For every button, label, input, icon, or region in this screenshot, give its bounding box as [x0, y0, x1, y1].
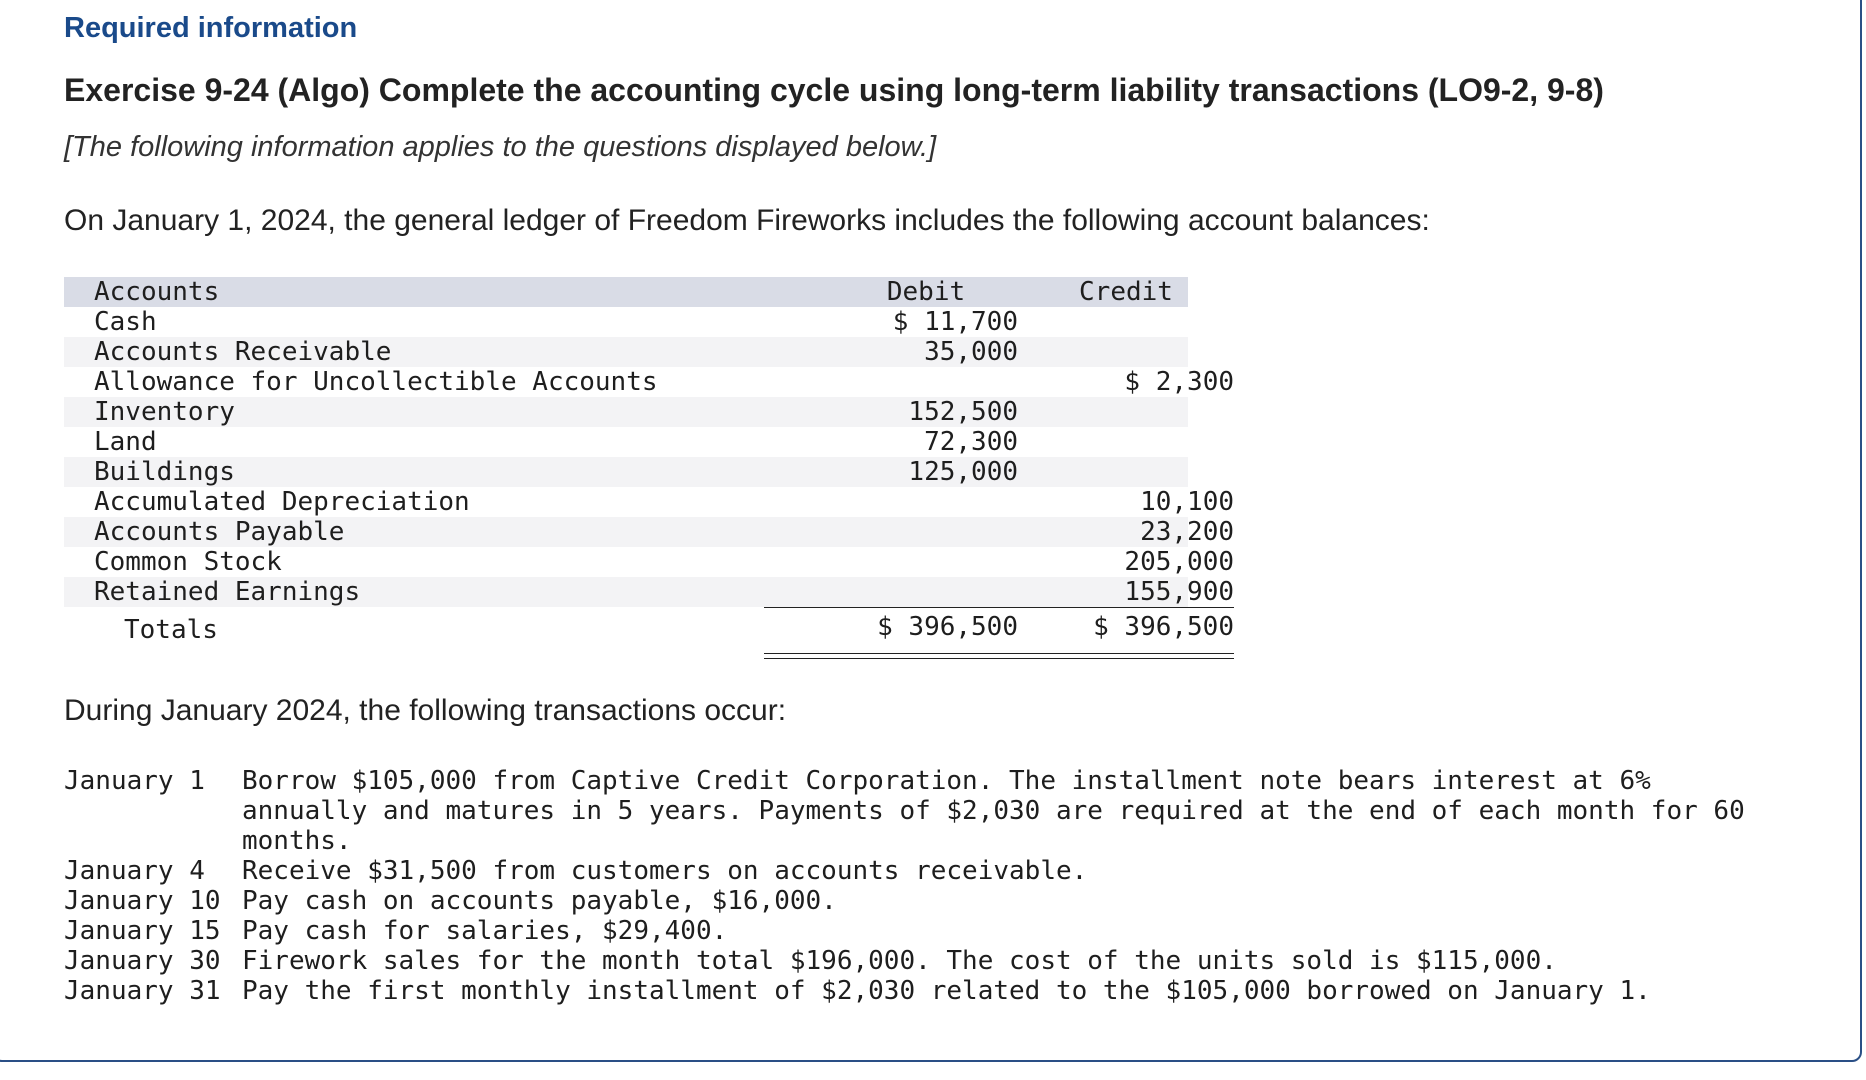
account-name: Inventory	[94, 397, 235, 427]
debit-value: 35,000	[924, 337, 1018, 367]
debit-column-header: Debit	[886, 277, 966, 307]
double-underline	[764, 653, 1234, 659]
account-name: Cash	[94, 307, 157, 337]
accounts-column-header: Accounts	[94, 277, 220, 307]
credit-value: 205,000	[1124, 547, 1234, 577]
transaction-date: January 10	[64, 886, 221, 916]
transaction-date: January 30	[64, 946, 221, 976]
transaction-item	[64, 886, 1784, 916]
account-name: Common Stock	[94, 547, 282, 577]
ledger-row	[64, 307, 1188, 337]
transaction-description: Pay cash on accounts payable, $16,000.	[242, 886, 837, 916]
ledger-row	[64, 427, 1188, 457]
credit-total: $ 396,500	[1018, 607, 1234, 646]
ledger-row	[64, 397, 1188, 427]
credit-value: 155,900	[1124, 577, 1234, 607]
transaction-item	[64, 766, 1784, 856]
transactions-list	[64, 766, 1784, 1006]
credit-value: 23,200	[1140, 517, 1234, 547]
account-name: Accounts Payable	[94, 517, 345, 547]
debit-value: 152,500	[908, 397, 1018, 427]
applies-note: [The following information applies to the questions displayed below.]	[64, 131, 937, 163]
ledger-row	[64, 577, 1234, 607]
transaction-description: Firework sales for the month total $196,000. The cost of the units sold is $115,000.	[242, 946, 1557, 976]
account-name: Allowance for Uncollectible Accounts	[94, 367, 658, 397]
exercise-title: Exercise 9-24 (Algo) Complete the accounting cycle using long-term liability transactions (LO9-2, 9-8)	[64, 72, 1604, 108]
transaction-item	[64, 946, 1784, 976]
credit-column-header: Credit	[1079, 277, 1173, 307]
account-name: Land	[94, 427, 157, 457]
transaction-item	[64, 856, 1784, 886]
ledger-row	[64, 367, 1234, 397]
transaction-description: Borrow $105,000 from Captive Credit Corporation. The installment note bears interest at 6% annually and matures in 5 years. Payments of $2,030 are required at the end of each month for 60 months.	[242, 766, 1745, 856]
ledger-totals-row	[64, 607, 1234, 645]
ledger-row	[64, 517, 1234, 547]
transactions-intro: During January 2024, the following transactions occur:	[64, 694, 787, 727]
transaction-date: January 31	[64, 976, 221, 1006]
transaction-description: Receive $31,500 from customers on accounts receivable.	[242, 856, 1088, 886]
ledger-row	[64, 547, 1234, 577]
transaction-item	[64, 916, 1784, 946]
credit-value: $ 2,300	[1124, 367, 1234, 397]
transaction-date: January 1	[64, 766, 205, 796]
debit-value: 72,300	[924, 427, 1018, 457]
ledger-table	[64, 277, 1234, 645]
required-information-heading: Required information	[64, 12, 358, 44]
ledger-row	[64, 457, 1188, 487]
ledger-row	[64, 487, 1234, 517]
account-name: Retained Earnings	[94, 577, 361, 607]
transaction-date: January 15	[64, 916, 221, 946]
debit-value: $ 11,700	[892, 307, 1018, 337]
ledger-header-row	[64, 277, 1188, 307]
credit-value: 10,100	[1140, 487, 1234, 517]
transaction-date: January 4	[64, 856, 205, 886]
ledger-row	[64, 337, 1188, 367]
account-name: Accounts Receivable	[94, 337, 392, 367]
totals-label: Totals	[124, 615, 218, 645]
transaction-item	[64, 976, 1784, 1006]
debit-value: 125,000	[908, 457, 1018, 487]
debit-total: $ 396,500	[764, 607, 1018, 646]
transaction-description: Pay the first monthly installment of $2,030 related to the $105,000 borrowed on January 1.	[242, 976, 1651, 1006]
ledger-intro: On January 1, 2024, the general ledger of Freedom Fireworks includes the following account balances:	[64, 204, 1430, 237]
account-name: Buildings	[94, 457, 235, 487]
account-name: Accumulated Depreciation	[94, 487, 470, 517]
transaction-description: Pay cash for salaries, $29,400.	[242, 916, 728, 946]
